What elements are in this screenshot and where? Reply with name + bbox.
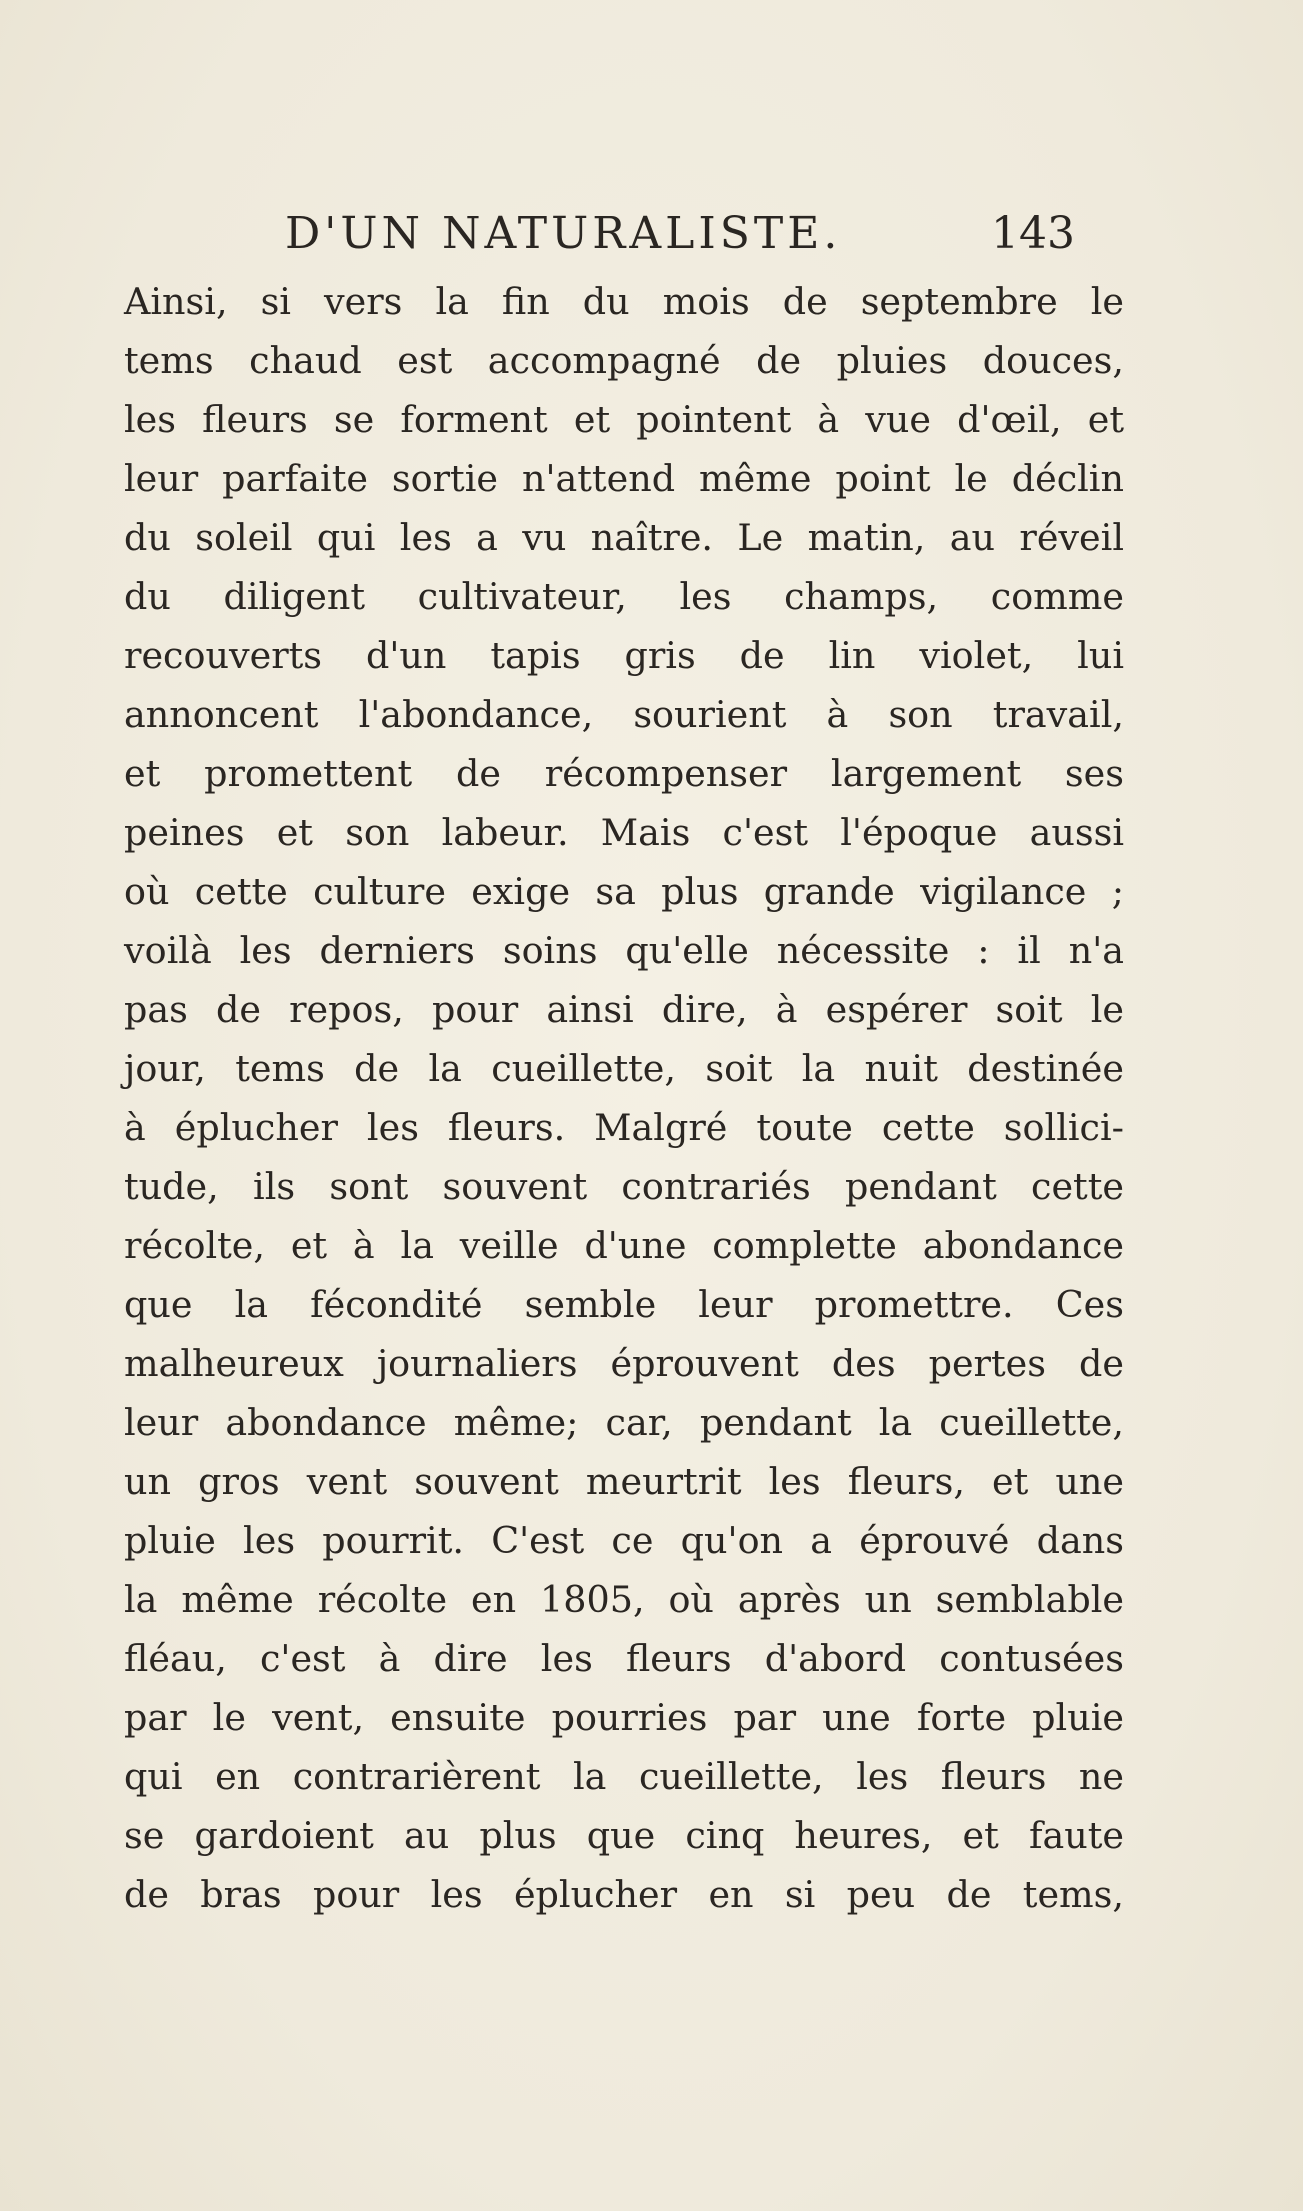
page-number: 143 bbox=[991, 208, 1075, 259]
page-header bbox=[285, 208, 1085, 268]
text-line: et promettent de récompenser largement ses bbox=[124, 752, 1124, 795]
text-line: Ainsi, si vers la fin du mois de septembre le bbox=[124, 280, 1124, 323]
text-line: que la fécondité semble leur promettre. Ces bbox=[124, 1283, 1124, 1326]
text-line: les fleurs se forment et pointent à vue d'œil, et bbox=[124, 398, 1124, 441]
text-line: se gardoient au plus que cinq heures, et faute bbox=[124, 1814, 1124, 1857]
text-line: malheureux journaliers éprouvent des pertes de bbox=[124, 1342, 1124, 1385]
text-line: leur abondance même; car, pendant la cueillette, bbox=[124, 1401, 1124, 1444]
text-line: jour, tems de la cueillette, soit la nuit destinée bbox=[124, 1047, 1124, 1090]
text-line: la même récolte en 1805, où après un semblable bbox=[124, 1578, 1124, 1621]
text-line: pluie les pourrit. C'est ce qu'on a éprouvé dans bbox=[124, 1519, 1124, 1562]
text-line: du diligent cultivateur, les champs, comme bbox=[124, 575, 1124, 618]
text-line: leur parfaite sortie n'attend même point le déclin bbox=[124, 457, 1124, 500]
text-line: peines et son labeur. Mais c'est l'époque aussi bbox=[124, 811, 1124, 854]
text-line: annoncent l'abondance, sourient à son travail, bbox=[124, 693, 1124, 736]
text-line: tude, ils sont souvent contrariés pendant cette bbox=[124, 1165, 1124, 1208]
text-line: qui en contrarièrent la cueillette, les fleurs ne bbox=[124, 1755, 1124, 1798]
text-line: du soleil qui les a vu naître. Le matin, au réveil bbox=[124, 516, 1124, 559]
running-title: D'UN NATURALISTE. bbox=[285, 208, 842, 259]
text-line: fléau, c'est à dire les fleurs d'abord contusées bbox=[124, 1637, 1124, 1680]
text-line: par le vent, ensuite pourries par une forte pluie bbox=[124, 1696, 1124, 1739]
text-line: tems chaud est accompagné de pluies douces, bbox=[124, 339, 1124, 382]
text-line: à éplucher les fleurs. Malgré toute cette sollici- bbox=[124, 1106, 1124, 1149]
text-line: un gros vent souvent meurtrit les fleurs, et une bbox=[124, 1460, 1124, 1503]
text-line: pas de repos, pour ainsi dire, à espérer soit le bbox=[124, 988, 1124, 1031]
text-line: voilà les derniers soins qu'elle nécessite : il n'a bbox=[124, 929, 1124, 972]
text-line: de bras pour les éplucher en si peu de tems, bbox=[124, 1873, 1124, 1916]
text-line: récolte, et à la veille d'une complette abondance bbox=[124, 1224, 1124, 1267]
text-line: recouverts d'un tapis gris de lin violet, lui bbox=[124, 634, 1124, 677]
body-text bbox=[124, 272, 1124, 1924]
text-line: où cette culture exige sa plus grande vigilance ; bbox=[124, 870, 1124, 913]
